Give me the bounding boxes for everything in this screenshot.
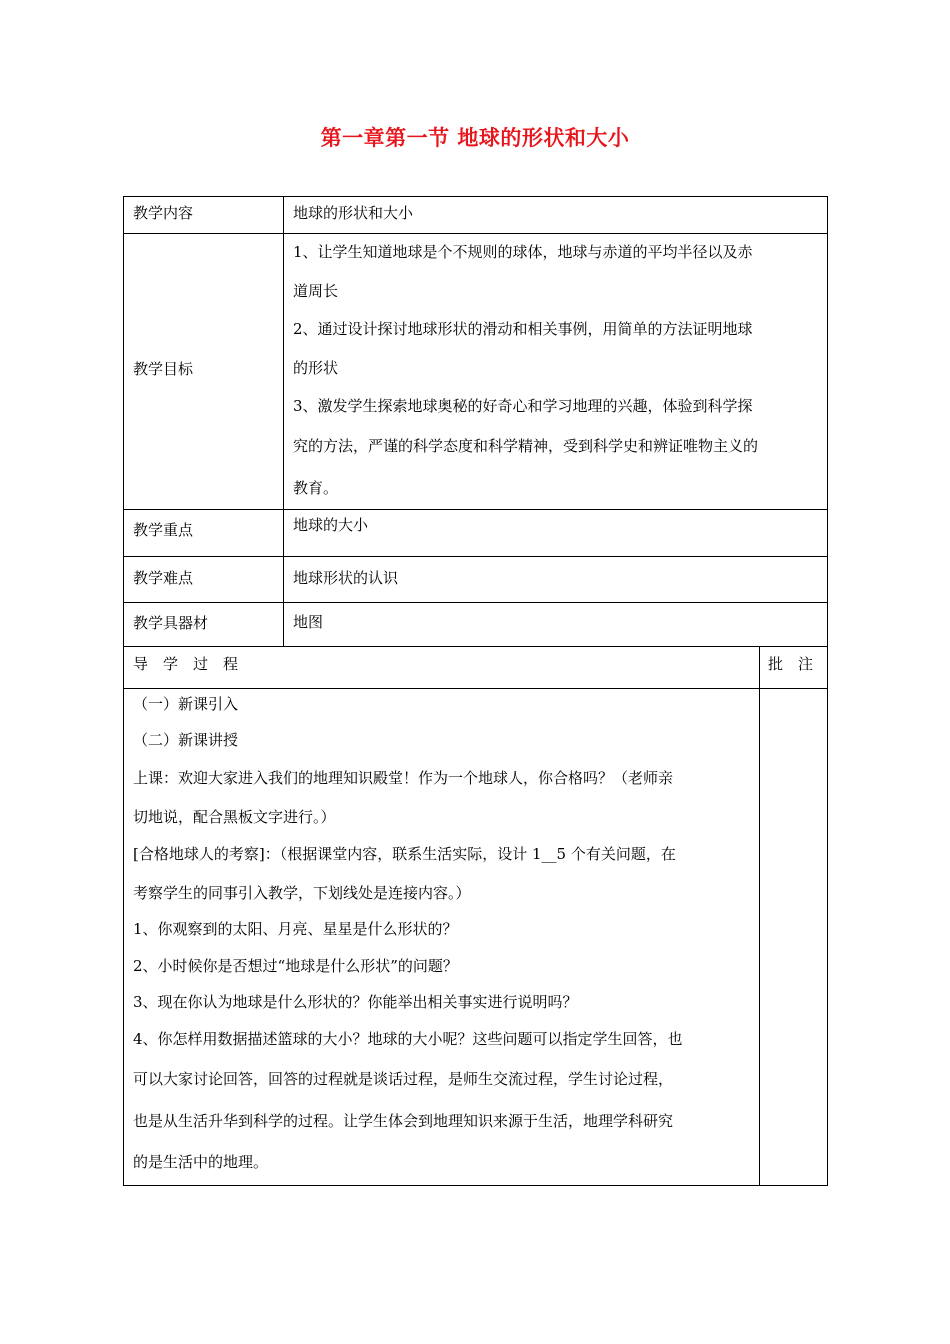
key-label: 教学重点 — [133, 521, 194, 539]
difficulty-value: 地球形状的认识 — [293, 569, 399, 587]
row-divider — [123, 646, 828, 647]
notes-header: 批 注 — [768, 655, 814, 673]
process-line: 上课：欢迎大家进入我们的地理知识殿堂！作为一个地球人，你合格吗？（老师亲 — [133, 769, 674, 787]
row-divider — [123, 602, 828, 603]
goals-line: 2、通过设计探讨地球形状的滑动和相关事例，用简单的方法证明地球 — [293, 320, 753, 338]
process-line: [合格地球人的考察]：（根据课堂内容，联系生活实际，设计 1__5 个有关问题，在 — [133, 845, 676, 863]
goals-line: 1、让学生知道地球是个不规则的球体，地球与赤道的平均半径以及赤 — [293, 243, 753, 261]
process-line: 切地说，配合黑板文字进行。） — [133, 808, 336, 826]
goals-line: 教育。 — [293, 479, 339, 497]
process-header: 导 学 过 程 — [133, 655, 239, 673]
process-line: 2、小时候你是否想过“地球是什么形状”的问题？ — [133, 957, 458, 975]
process-line: （二）新课讲授 — [133, 731, 239, 749]
goals-line: 道周长 — [293, 282, 339, 300]
key-value: 地球的大小 — [293, 516, 369, 534]
process-line: 3、现在你认为地球是什么形状的？你能举出相关事实进行说明吗？ — [133, 993, 578, 1011]
content-value: 地球的形状和大小 — [293, 204, 414, 222]
notes-column-divider — [759, 646, 760, 1186]
content-label: 教学内容 — [133, 204, 194, 222]
difficulty-label: 教学难点 — [133, 569, 194, 587]
tools-value: 地图 — [293, 613, 324, 631]
process-line: 可以大家讨论回答，回答的过程就是谈话过程，是师生交流过程，学生讨论过程， — [133, 1070, 674, 1088]
process-line: 考察学生的同事引入教学，下划线处是连接内容。） — [133, 884, 471, 902]
process-line: （一）新课引入 — [133, 695, 239, 713]
row-divider — [123, 688, 828, 689]
row-divider — [123, 233, 828, 234]
row-divider — [123, 556, 828, 557]
page-title: 第一章第一节 地球的形状和大小 — [320, 126, 630, 150]
process-line: 的是生活中的地理。 — [133, 1153, 269, 1171]
process-line: 也是从生活升华到科学的过程。让学生体会到地理知识来源于生活，地理学科研究 — [133, 1112, 674, 1130]
goals-line: 的形状 — [293, 359, 339, 377]
goals-label: 教学目标 — [133, 360, 194, 378]
row-divider — [123, 509, 828, 510]
tools-label: 教学具器材 — [133, 614, 209, 632]
process-line: 4、你怎样用数据描述篮球的大小？地球的大小呢？这些问题可以指定学生回答，也 — [133, 1030, 683, 1048]
column-divider — [283, 196, 284, 646]
goals-line: 3、激发学生探索地球奥秘的好奇心和学习地理的兴趣，体验到科学探 — [293, 397, 753, 415]
process-line: 1、你观察到的太阳、月亮、星星是什么形状的？ — [133, 920, 458, 938]
goals-line: 究的方法，严谨的科学态度和科学精神，受到科学史和辨证唯物主义的 — [293, 437, 759, 455]
